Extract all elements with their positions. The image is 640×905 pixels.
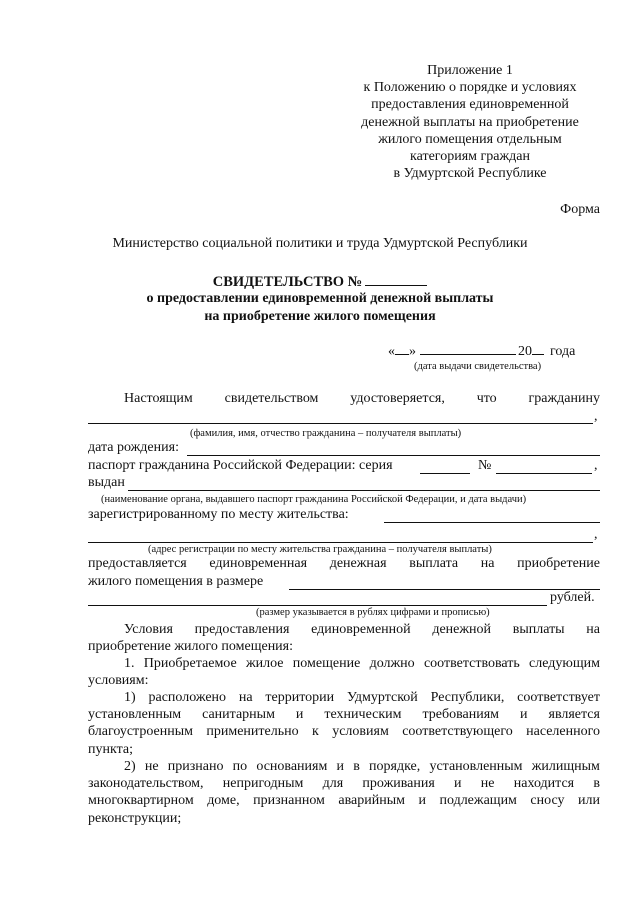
paragraph-line	[88, 707, 600, 724]
appendix-line: в Удмуртской Республике	[393, 166, 547, 182]
registered-label: зарегистрированному по месту жительства:	[88, 507, 349, 522]
condition-1-paragraph	[88, 656, 600, 690]
word: не	[144, 759, 159, 774]
issued-by-label: выдан	[88, 475, 125, 490]
intro-word: Настоящим	[124, 391, 193, 406]
word: является	[548, 707, 600, 723]
date-open-quote: «	[388, 344, 395, 359]
amount-label: жилого помещения в размере	[88, 574, 264, 589]
passport-label: паспорт гражданина Российской Федерации: серия	[88, 458, 393, 473]
year-prefix: 20	[518, 344, 532, 359]
word: следующим	[529, 656, 600, 671]
word: к	[312, 724, 319, 740]
word: признанном	[253, 793, 325, 809]
intro-word: свидетельством	[224, 391, 319, 406]
paragraph-line	[88, 673, 600, 690]
word: условиям	[332, 724, 389, 740]
word: для	[322, 776, 344, 792]
issued-by-blank	[128, 490, 600, 491]
certificate-subtitle: о предоставлении единовременной денежной выплаты	[146, 291, 494, 306]
word: установленным	[88, 707, 182, 723]
word: и	[418, 793, 426, 809]
fio-blank	[88, 423, 593, 424]
word: 1)	[124, 690, 136, 705]
birth-date-label: дата рождения:	[88, 440, 179, 455]
word: и	[295, 707, 304, 723]
word: предоставления	[194, 622, 290, 637]
word: пункта;	[88, 741, 133, 757]
paragraph-line	[88, 622, 600, 639]
paragraph-line	[88, 776, 600, 793]
passport-number-sign: №	[478, 458, 492, 473]
provided-word: предоставляется	[88, 556, 187, 571]
birth-date-blank	[187, 455, 600, 456]
word: и	[336, 759, 345, 774]
word: признано	[167, 759, 224, 774]
word: проживания	[362, 776, 435, 792]
word: жилое	[245, 656, 284, 671]
word: аварийным	[338, 793, 406, 809]
word: расположено	[148, 690, 227, 705]
issuer-caption: (наименование органа, выдавшего паспорт гражданина Российской Федерации, и дата выдачи)	[101, 494, 527, 505]
word: санитарным	[202, 707, 275, 723]
word: сносу	[530, 793, 565, 809]
word: приобретение жилого помещения:	[88, 639, 294, 655]
appendix-line: жилого помещения отдельным	[378, 131, 562, 147]
appendix-line: к Положению о порядке и условиях	[363, 80, 577, 96]
fio-comma: ,	[594, 409, 598, 424]
appendix-line: Приложение 1	[427, 63, 513, 78]
word: находится	[513, 776, 575, 792]
passport-series-blank	[420, 473, 470, 474]
intro-word: что	[476, 391, 497, 406]
word: техническим	[324, 707, 402, 723]
certificate-number-blank	[365, 273, 427, 286]
word: соответствующего	[402, 724, 513, 740]
provided-line	[88, 556, 600, 573]
provided-word: выплата	[409, 556, 459, 571]
date-close-quote: »	[409, 344, 416, 359]
word: в	[593, 776, 600, 792]
registered-blank	[384, 522, 600, 523]
word: порядке,	[369, 759, 421, 774]
paragraph-line	[88, 793, 600, 810]
appendix-line: категориям граждан	[410, 149, 530, 165]
conditions-intro-paragraph	[88, 622, 600, 656]
form-label: Форма	[560, 202, 600, 217]
provided-word: на	[480, 556, 495, 571]
word: помещение	[292, 656, 361, 671]
intro-word: гражданину	[528, 391, 600, 406]
word: Удмуртской	[346, 690, 418, 705]
word: подлежащим	[439, 793, 517, 809]
intro-line	[124, 391, 600, 408]
paragraph-line	[88, 759, 600, 776]
appendix-header	[340, 62, 600, 182]
provided-word: приобретение	[517, 556, 600, 571]
paragraph-line	[88, 690, 600, 707]
word: по	[232, 759, 248, 774]
day-blank	[395, 342, 409, 355]
amount-caption: (размер указывается в рублях цифрами и прописью)	[256, 607, 490, 618]
issue-date-line	[388, 342, 575, 361]
paragraph-line	[88, 811, 600, 828]
year-blank	[532, 342, 544, 355]
word: законодательством,	[88, 776, 204, 792]
word: жилищным	[531, 759, 600, 774]
word: единовременной	[311, 622, 411, 637]
appendix-line: денежной выплаты на приобретение	[361, 114, 579, 130]
word: Условия	[124, 622, 173, 637]
word: благоустроенным	[88, 724, 193, 740]
provided-word: единовременная	[209, 556, 308, 571]
word: применительно	[206, 724, 299, 740]
ministry-name: Министерство социальной политики и труда Удмуртской Республики	[112, 236, 528, 251]
word: территории	[265, 690, 335, 705]
certificate-title-text: СВИДЕТЕЛЬСТВО №	[212, 274, 363, 290]
word: доме,	[207, 793, 240, 809]
paragraph-line	[88, 656, 600, 673]
year-suffix: года	[550, 344, 576, 359]
word: основаниям	[256, 759, 328, 774]
word: соответствовать	[423, 656, 520, 671]
certificate-title	[0, 273, 640, 291]
month-blank	[420, 342, 516, 355]
address-comma: ,	[594, 527, 598, 542]
certificate-subtitle: на приобретение жилого помещения	[204, 309, 436, 324]
word: установленным	[429, 759, 523, 774]
word: не	[480, 776, 495, 792]
word: выплаты	[512, 622, 565, 637]
word: на	[586, 622, 600, 637]
condition-1-2-paragraph	[88, 759, 600, 828]
word: на	[238, 690, 253, 705]
passport-number-blank	[496, 473, 592, 474]
appendix-line: предоставления единовременной	[371, 97, 569, 113]
word: должно	[369, 656, 415, 671]
fio-caption: (фамилия, имя, отчество гражданина – получателя выплаты)	[190, 428, 462, 439]
word: в	[353, 759, 360, 774]
paragraph-line	[88, 639, 600, 656]
rubles-label: рублей.	[550, 590, 595, 605]
word: требованиям	[422, 707, 500, 723]
word: и	[454, 776, 462, 792]
word: реконструкции;	[88, 810, 182, 826]
word: непригодным	[222, 776, 304, 792]
word: соответствует	[517, 690, 600, 705]
word: 2)	[124, 759, 136, 774]
passport-comma: ,	[594, 458, 598, 473]
word: денежной	[432, 622, 492, 637]
word: Приобретаемое	[143, 656, 237, 671]
word: и	[520, 707, 528, 723]
paragraph-line	[88, 742, 600, 759]
word: многоквартирном	[88, 793, 194, 809]
intro-word: удостоверяется,	[350, 391, 445, 406]
condition-1-1-paragraph	[88, 690, 600, 759]
word: Республики,	[430, 690, 505, 705]
word: населенного	[526, 724, 600, 740]
word: условиям:	[88, 673, 149, 689]
date-caption: (дата выдачи свидетельства)	[414, 361, 542, 372]
word: или	[577, 793, 600, 809]
provided-word: денежная	[329, 556, 387, 571]
paragraph-line	[88, 724, 600, 741]
address-caption: (адрес регистрации по месту жительства гражданина – получателя выплаты)	[148, 544, 492, 555]
word: 1.	[124, 656, 135, 671]
